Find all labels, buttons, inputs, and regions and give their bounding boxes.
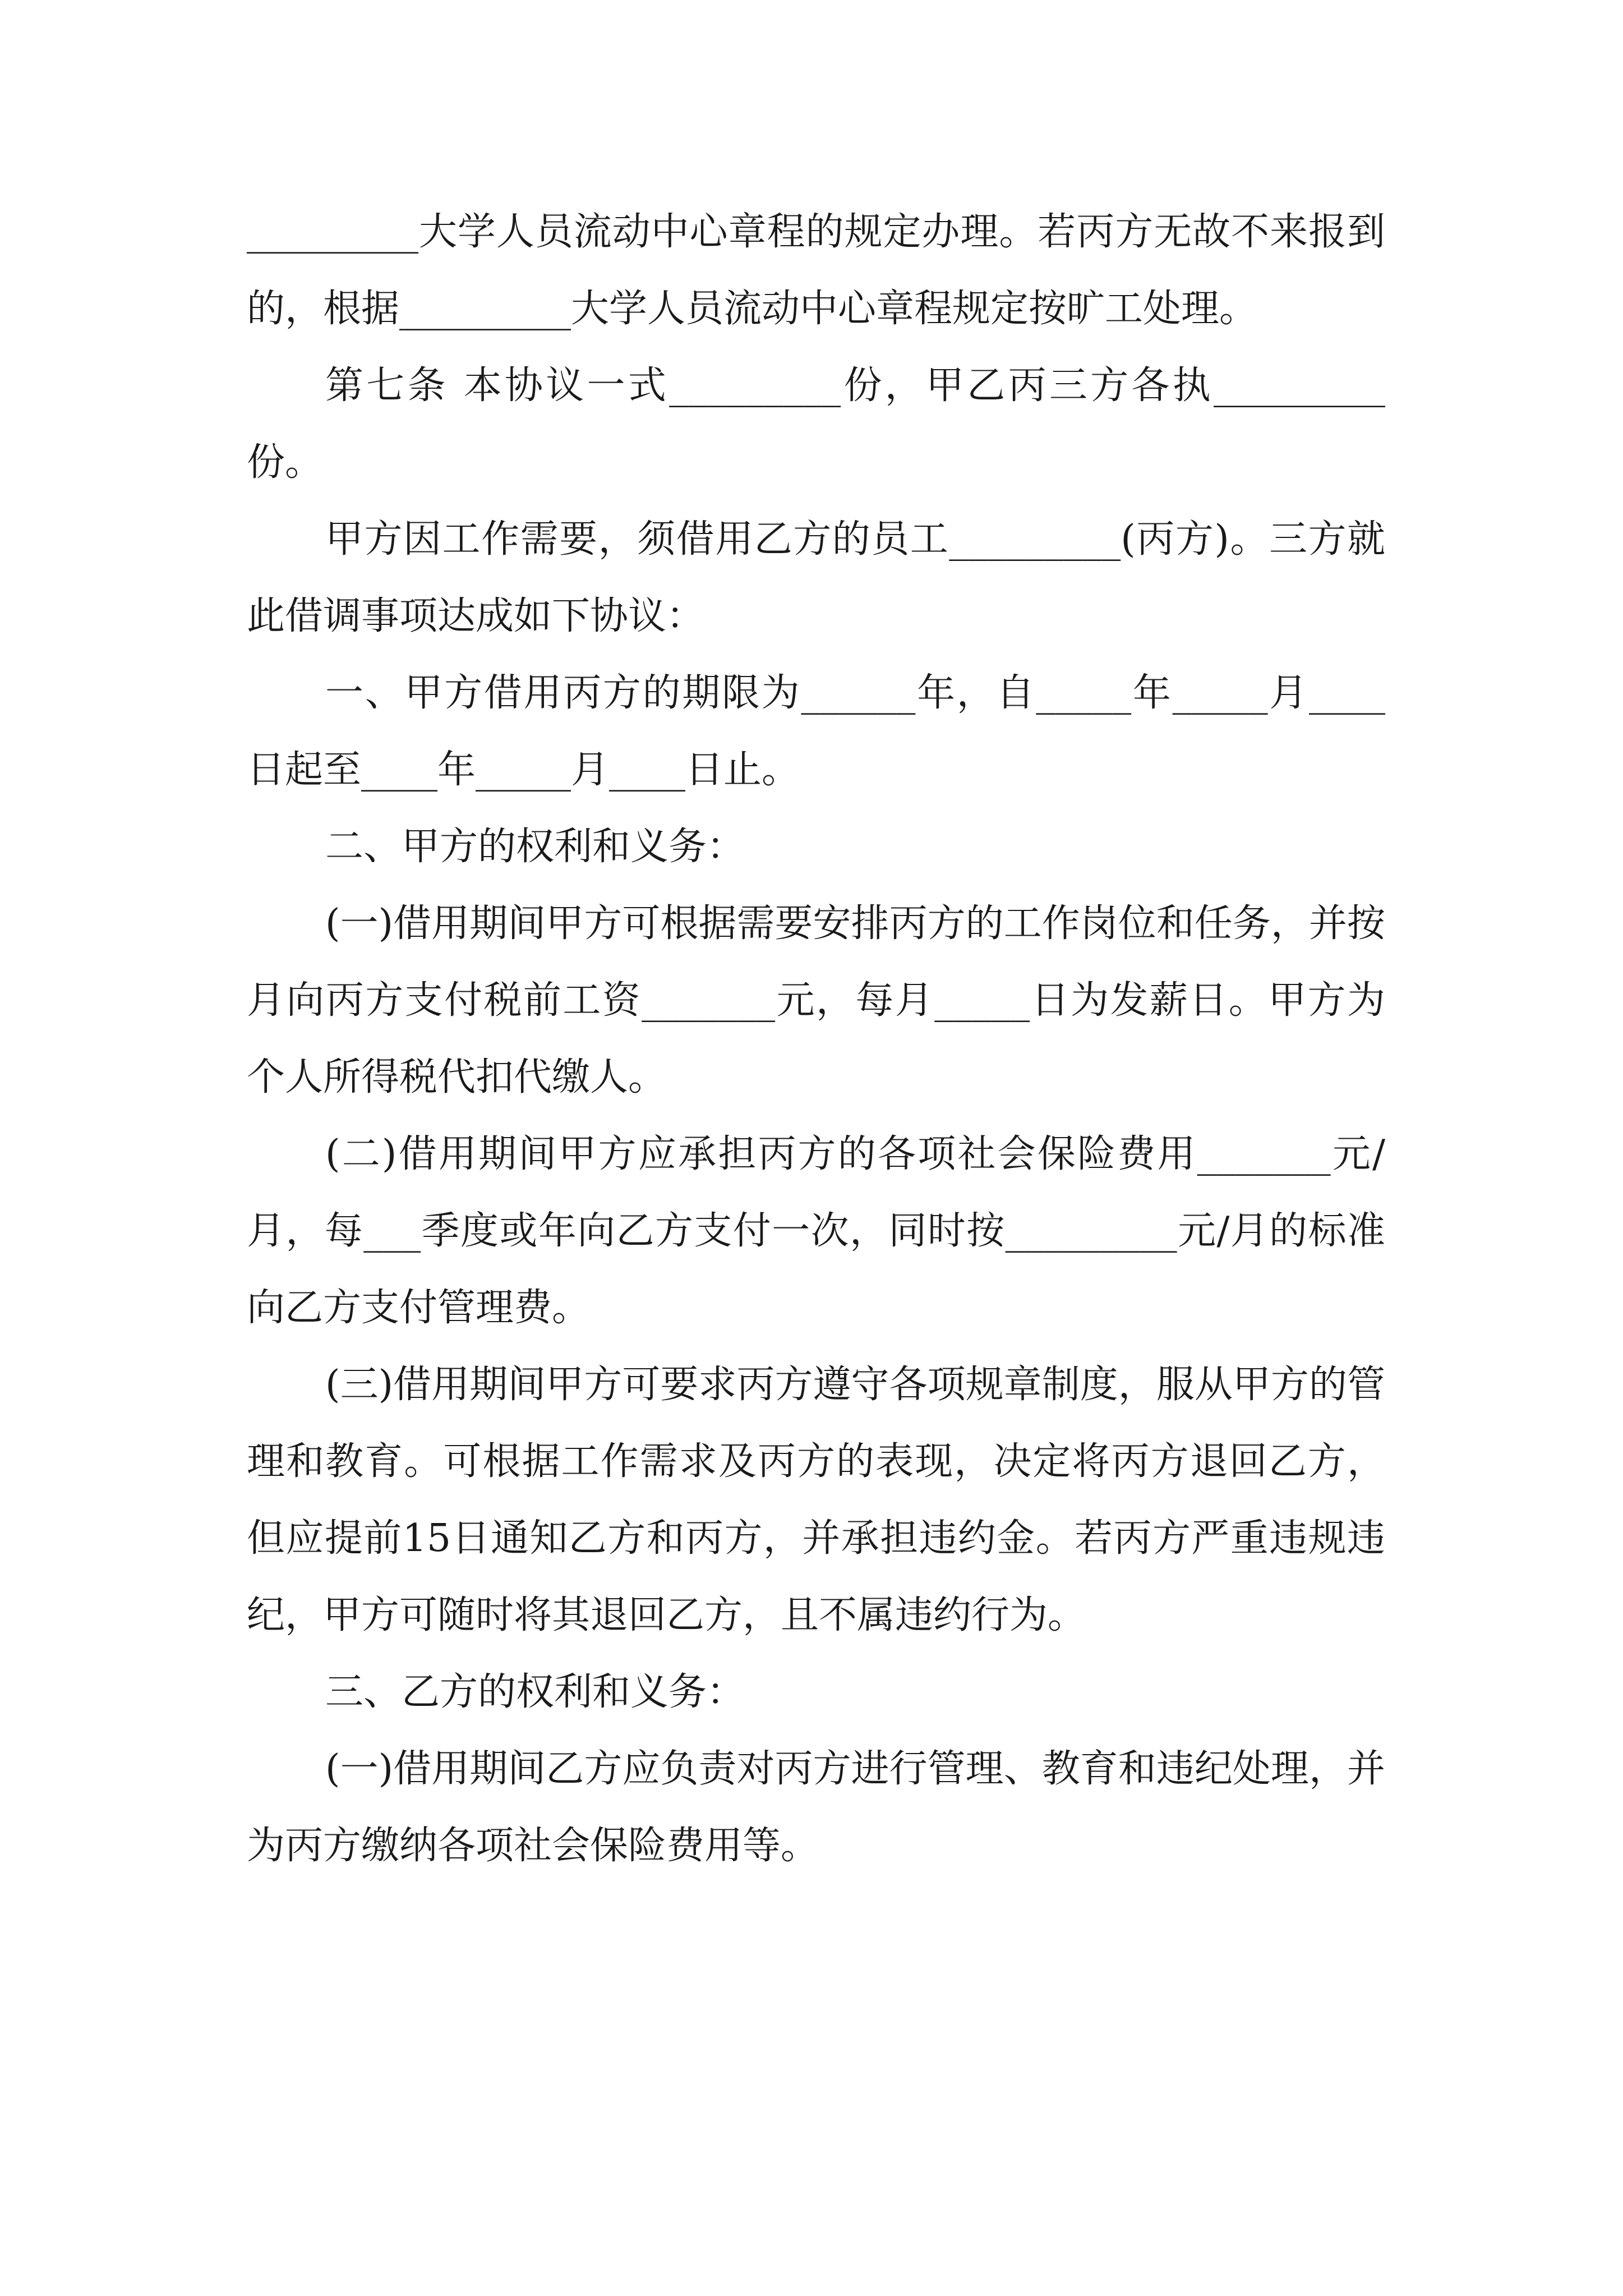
paragraph-term: 一、甲方借用丙方的期限为______年，自_____年_____月____日起至____年_____月____日止。 [247,671,1385,792]
paragraph-preamble: 甲方因工作需要，须借用乙方的员工_________(丙方)。三方就此借调事项达成如下协议： [247,517,1385,638]
paragraph-party-a-item-1: (一)借用期间甲方可根据需要安排丙方的工作岗位和任务，并按月向丙方支付税前工资_______元，每月_____日为发薪日。甲方为个人所得税代扣代缴人。 [247,901,1385,1099]
paragraph-party-a-item-2: (二)借用期间甲方应承担丙方的各项社会保险费用_______元/月，每___季度或年向乙方支付一次，同时按_________元/月的标准向乙方支付管理费。 [247,1132,1385,1330]
paragraph-party-b-item-1: (一)借用期间乙方应负责对丙方进行管理、教育和违纪处理，并为丙方缴纳各项社会保险费用等。 [247,1747,1385,1868]
heading-party-b-rights: 三、乙方的权利和义务： [325,1670,745,1714]
document-body [247,194,1385,1884]
paragraph-article-seven: 第七条 本协议一式_________份，甲乙丙三方各执_________份。 [247,364,1385,485]
heading-party-a-rights: 二、甲方的权利和义务： [325,825,745,869]
paragraph-registration: _________大学人员流动中心章程的规定办理。若丙方无故不来报到的，根据_________大学人员流动中心章程规定按旷工处理。 [247,210,1385,331]
paragraph-party-a-item-3: (三)借用期间甲方可要求丙方遵守各项规章制度，服从甲方的管理和教育。可根据工作需求及丙方的表现，决定将丙方退回乙方，但应提前15日通知乙方和丙方，并承担违约金。若丙方严重违规违纪，甲方可随时将其退回乙方，且不属违约行为。 [247,1363,1385,1637]
